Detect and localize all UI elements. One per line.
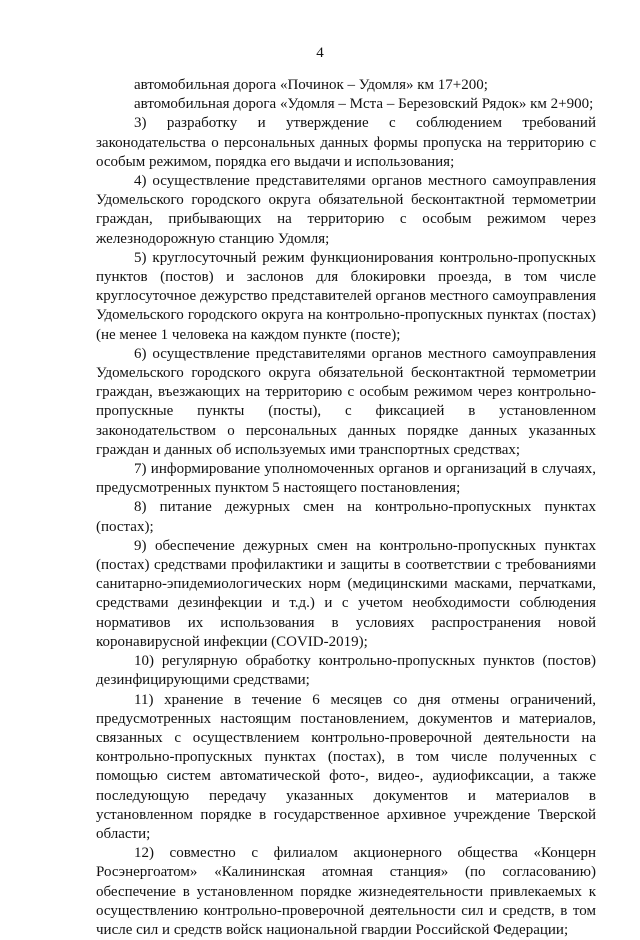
paragraph-item-6: 6) осуществление представителями органов местного самоуправления Удомельского городского округа обязательной бесконтактной термометрии граждан, въезжающих на территорию с особым режимом через контрольно-пропускные пункты (посты), с фиксацией в установленном законодательством о персональных данных порядке данных указанных граждан и данных об используемых ими транспортных средствах;: [96, 345, 596, 458]
paragraph-item-8: 8) питание дежурных смен на контрольно-пропускных пунктах (постах);: [96, 499, 596, 535]
paragraph-item-10: 10) регулярную обработку контрольно-пропускных пунктов (постов) дезинфицирующими средствами;: [96, 653, 596, 689]
paragraph-road-pochinok: автомобильная дорога «Починок – Удомля» км 17+200;: [134, 77, 488, 93]
paragraph-item-4: 4) осуществление представителями органов местного самоуправления Удомельского городского округа обязательной бесконтактной термометрии граждан, прибывающих на территорию с особым режимом через железнодорожную станцию Удомля;: [96, 173, 596, 247]
paragraph-item-11: 11) хранение в течение 6 месяцев со дня отмены ограничений, предусмотренных настоящим постановлением, документов и материалов, связанных с осуществлением контрольно-проверочной деятельности на контрольно-пропускных пунктах (постах), в том числе полученных с помощью систем автоматической фото-, видео-, аудиофиксации, а также последующую передачу указанных документов и материалов в установленном порядке в государственное архивное учреждение Тверской области;: [96, 691, 596, 842]
paragraph-item-7: 7) информирование уполномоченных органов и организаций в случаях, предусмотренных пунктом 5 настоящего постановления;: [96, 461, 596, 497]
paragraph-item-3: 3) разработку и утверждение с соблюдением требований законодательства о персональных данных формы пропуска на территорию с особым режимом, порядка его выдачи и использования;: [96, 115, 596, 170]
paragraph-road-udomlya-msta: автомобильная дорога «Удомля – Мста – Березовский Рядок» км 2+900;: [134, 96, 594, 113]
document-body: [96, 76, 596, 940]
page-number: 4: [316, 45, 324, 61]
paragraph-item-12: 12) совместно с филиалом акционерного общества «Концерн Росэнергоатом» «Калининская атомная станция» (по согласованию) обеспечение в установленном порядке жизнедеятельности привлекаемых к осуществлению контрольно-проверочной деятельности сил и средств, в том числе сил и средств войск национальной гвардии Российской Федерации;: [96, 845, 596, 938]
paragraph-item-5: 5) круглосуточный режим функционирования контрольно-пропускных пунктов (постов) и заслонов для блокировки проезда, в том числе круглосуточное дежурство представителей органов местного самоуправления Удомельского городского округа на контрольно-пропускных пунктах (постах) (не менее 1 человека на каждом пункте (посте);: [96, 249, 596, 343]
paragraph-item-9: 9) обеспечение дежурных смен на контрольно-пропускных пунктах (постах) средствами профилактики и защиты в соответствии с требованиями санитарно-эпидемиологических норм (медицинскими масками, перчатками, средствами дезинфекции и т.д.) и с учетом необходимости соблюдения нормативов их использования в условиях распространения новой коронавирусной инфекции (COVID-2019);: [96, 537, 596, 650]
